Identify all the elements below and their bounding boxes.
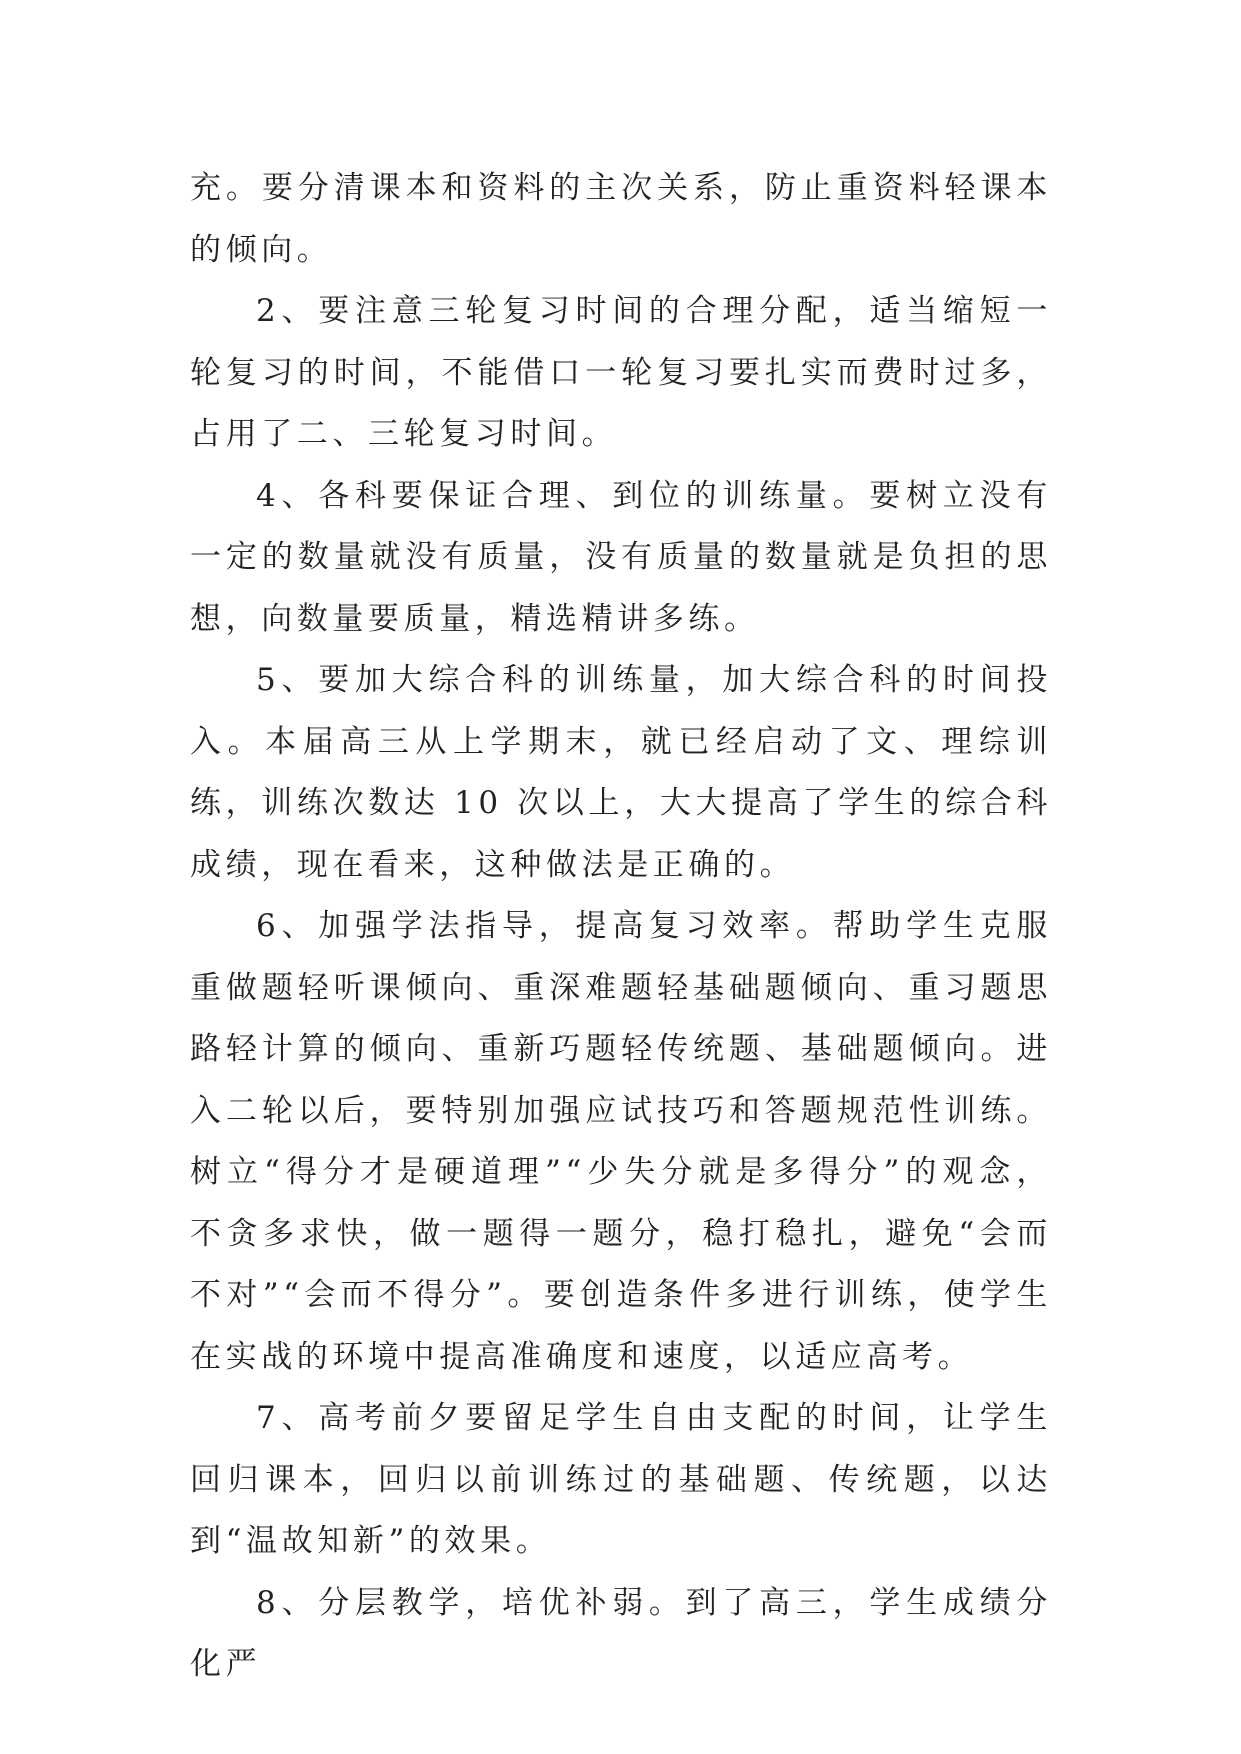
paragraph-continuation: 充。要分清课本和资料的主次关系，防止重资料轻课本的倾向。 (190, 170, 1052, 268)
paragraph-item-2: 2、要注意三轮复习时间的合理分配，适当缩短一轮复习的时间，不能借口一轮复习要扎实而费时过多，占用了二、三轮复习时间。 (190, 293, 1052, 452)
document-body (190, 158, 1052, 1696)
paragraph-item-6: 6、加强学法指导，提高复习效率。帮助学生克服重做题轻听课倾向、重深难题轻基础题倾向、重习题思路轻计算的倾向、重新巧题轻传统题、基础题倾向。进入二轮以后，要特别加强应试技巧和答题规范性训练。树立“得分才是硬道理”“少失分就是多得分”的观念，不贪多求快，做一题得一题分，稳打稳扎，避免“会而不对”“会而不得分”。要创造条件多进行训练，使学生在实战的环境中提高准确度和速度，以适应高考。 (190, 908, 1052, 1375)
paragraph-item-7: 7、高考前夕要留足学生自由支配的时间，让学生回归课本，回归以前训练过的基础题、传统题，以达到“温故知新”的效果。 (190, 1400, 1052, 1559)
paragraph-item-5: 5、要加大综合科的训练量，加大综合科的时间投入。本届高三从上学期末，就已经启动了文、理综训练，训练次数达 10 次以上，大大提高了学生的综合科成绩，现在看来，这种做法是正确的。 (190, 662, 1052, 883)
paragraph-item-4: 4、各科要保证合理、到位的训练量。要树立没有一定的数量就没有质量，没有质量的数量就是负担的思想，向数量要质量，精选精讲多练。 (190, 477, 1052, 637)
paragraph-item-8: 8、分层教学，培优补弱。到了高三，学生成绩分化严 (190, 1584, 1052, 1682)
